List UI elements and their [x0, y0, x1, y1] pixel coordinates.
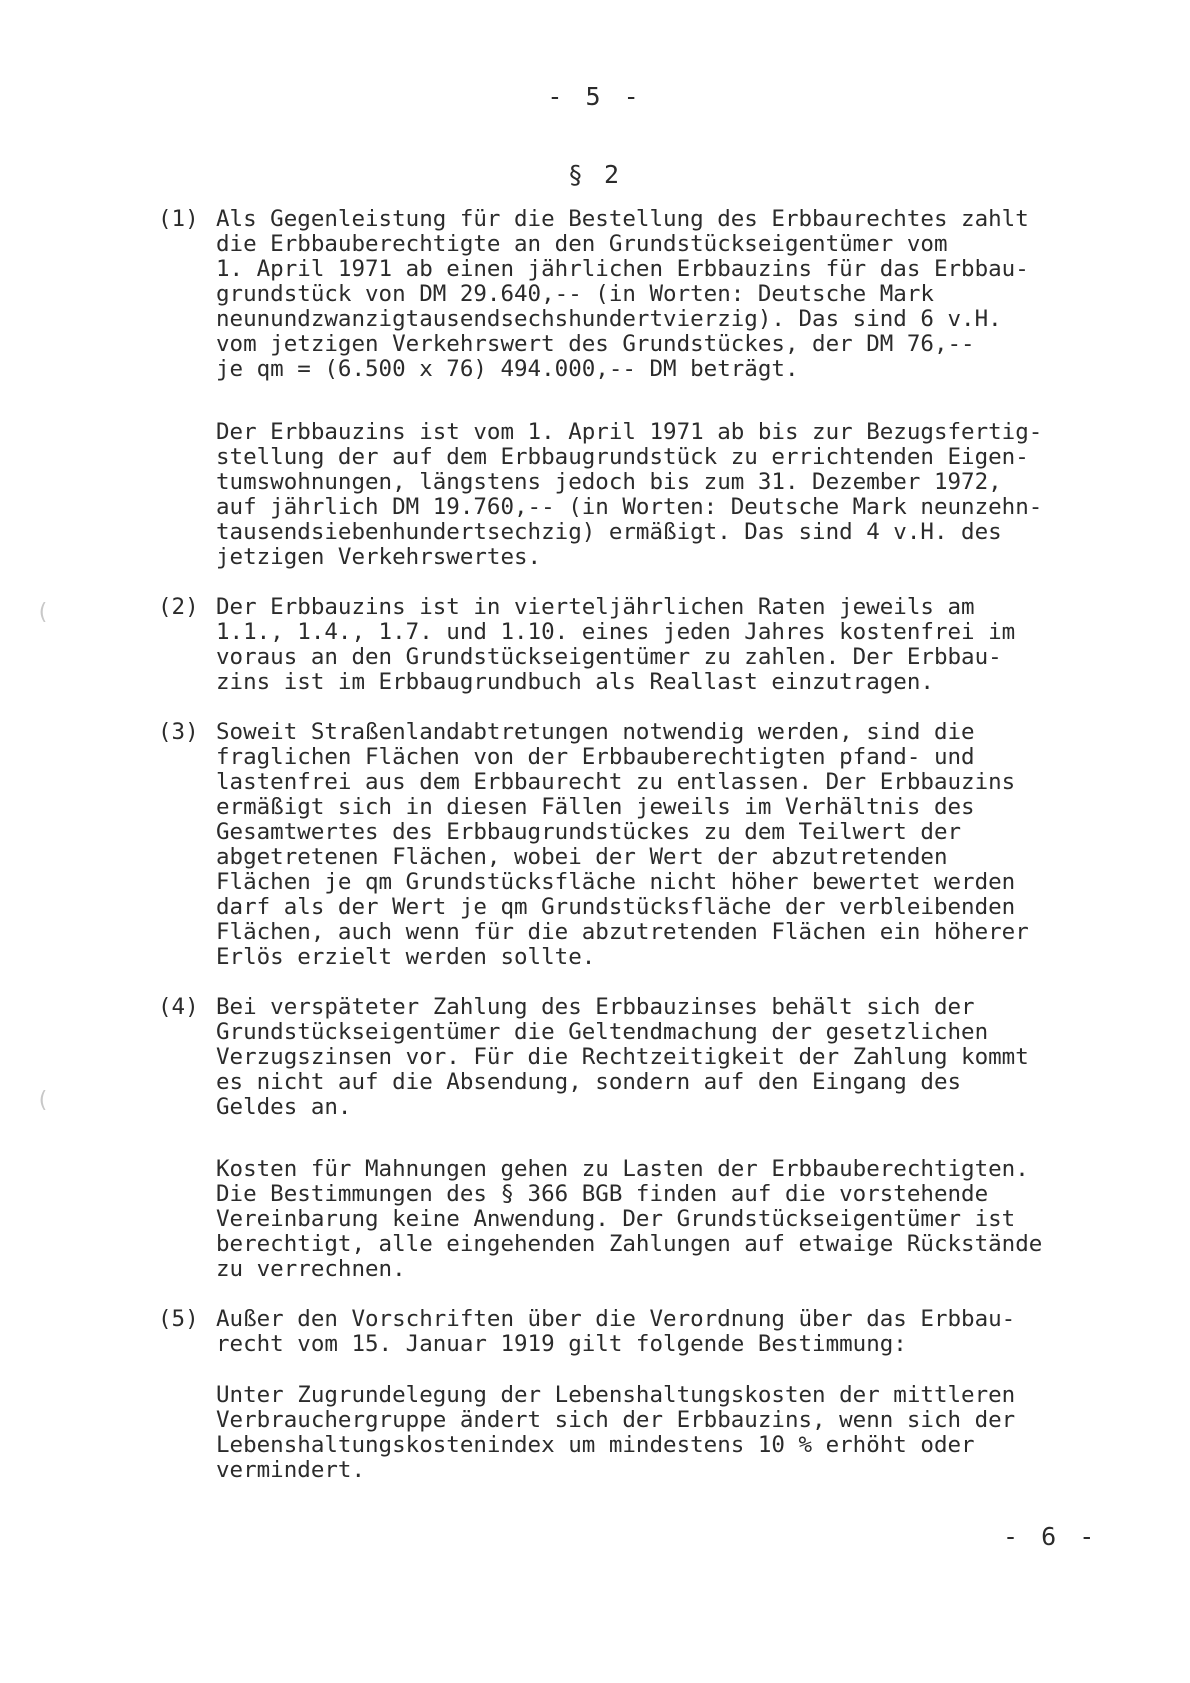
text-line: 1.1., 1.4., 1.7. und 1.10. eines jeden Jahres kostenfrei im: [216, 619, 1016, 645]
paragraph-1: [158, 207, 1118, 382]
paragraph-2: [158, 595, 1118, 695]
text-line: Geldes an.: [216, 1094, 352, 1120]
paragraph-5: [158, 1307, 1118, 1357]
next-page-marker: - 6 -: [1003, 1522, 1099, 1551]
text-line: zu verrechnen.: [216, 1256, 406, 1282]
text-line: fraglichen Flächen von der Erbbauberechtigten pfand- und: [216, 744, 975, 770]
text-line: Erlös erzielt werden sollte.: [216, 944, 596, 970]
paragraph-text: [216, 995, 1118, 1120]
text-line: zins ist im Erbbaugrundbuch als Reallast einzutragen.: [216, 669, 934, 695]
text-line: vom jetzigen Verkehrswert des Grundstückes, der DM 76,--: [216, 331, 975, 357]
text-line: Grundstückseigentümer die Geltendmachung der gesetzlichen: [216, 1019, 989, 1045]
text-line: Flächen, auch wenn für die abzutretenden Flächen ein höherer: [216, 919, 1029, 945]
text-line: tumswohnungen, längstens jedoch bis zum 31. Dezember 1972,: [216, 469, 1002, 495]
page-number: - 5 -: [547, 82, 643, 111]
text-line: Unter Zugrundelegung der Lebenshaltungskosten der mittleren: [216, 1382, 1016, 1408]
text-line: die Erbbauberechtigte an den Grundstückseigentümer vom: [216, 231, 948, 257]
text-line: Außer den Vorschriften über die Verordnung über das Erbbau-: [216, 1306, 1016, 1332]
paragraph-number: (2): [158, 594, 199, 620]
text-line: lastenfrei aus dem Erbbaurecht zu entlassen. Der Erbbauzins: [216, 769, 1016, 795]
paragraph-4: [158, 995, 1118, 1120]
text-line: je qm = (6.500 x 76) 494.000,-- DM beträgt.: [216, 356, 799, 382]
text-line: voraus an den Grundstückseigentümer zu zahlen. Der Erbbau-: [216, 644, 1002, 670]
paragraph-number: (3): [158, 719, 199, 745]
text-line: vermindert.: [216, 1457, 366, 1483]
text-line: jetzigen Verkehrswertes.: [216, 544, 542, 570]
text-line: darf als der Wert je qm Grundstücksfläche der verbleibenden: [216, 894, 1016, 920]
paragraph-3: [158, 720, 1118, 970]
text-line: Die Bestimmungen des § 366 BGB finden auf die vorstehende: [216, 1181, 989, 1207]
margin-mark: (: [36, 600, 50, 625]
text-line: ermäßigt sich in diesen Fällen jeweils im Verhältnis des: [216, 794, 975, 820]
text-line: Kosten für Mahnungen gehen zu Lasten der Erbbauberechtigten.: [216, 1156, 1029, 1182]
paragraph-text: [216, 1307, 1118, 1357]
paragraph-number: (1): [158, 206, 199, 232]
text-line: recht vom 15. Januar 1919 gilt folgende Bestimmung:: [216, 1331, 907, 1357]
text-line: es nicht auf die Absendung, sondern auf den Eingang des: [216, 1069, 962, 1095]
text-line: berechtigt, alle eingehenden Zahlungen auf etwaige Rückstände: [216, 1231, 1043, 1257]
text-line: Lebenshaltungskostenindex um mindestens 10 % erhöht oder: [216, 1432, 975, 1458]
text-line: Gesamtwertes des Erbbaugrundstückes zu dem Teilwert der: [216, 819, 962, 845]
text-line: Der Erbbauzins ist in vierteljährlichen Raten jeweils am: [216, 594, 975, 620]
paragraph-text: [216, 595, 1118, 695]
text-line: stellung der auf dem Erbbaugrundstück zu errichtenden Eigen-: [216, 444, 1029, 470]
paragraph-text: [216, 720, 1118, 970]
paragraph-number: (4): [158, 994, 199, 1020]
text-line: Flächen je qm Grundstücksfläche nicht höher bewertet werden: [216, 869, 1016, 895]
text-line: tausendsiebenhundertsechzig) ermäßigt. Das sind 4 v.H. des: [216, 519, 1002, 545]
text-line: Verzugszinsen vor. Für die Rechtzeitigkeit der Zahlung kommt: [216, 1044, 1029, 1070]
section-heading: § 2: [567, 160, 623, 189]
paragraph-1-continuation: [216, 420, 1116, 570]
paragraph-4-continuation: [216, 1157, 1116, 1282]
text-line: auf jährlich DM 19.760,-- (in Worten: Deutsche Mark neunzehn-: [216, 494, 1043, 520]
text-line: Als Gegenleistung für die Bestellung des Erbbaurechtes zahlt: [216, 206, 1029, 232]
text-line: 1. April 1971 ab einen jährlichen Erbbauzins für das Erbbau-: [216, 256, 1029, 282]
paragraph-number: (5): [158, 1306, 199, 1332]
text-line: Verbrauchergruppe ändert sich der Erbbauzins, wenn sich der: [216, 1407, 1016, 1433]
margin-mark: (: [36, 1088, 50, 1113]
text-line: Bei verspäteter Zahlung des Erbbauzinses behält sich der: [216, 994, 975, 1020]
paragraph-5-continuation: [216, 1383, 1116, 1483]
text-line: Soweit Straßenlandabtretungen notwendig werden, sind die: [216, 719, 975, 745]
paragraph-text: [216, 207, 1118, 382]
text-line: Der Erbbauzins ist vom 1. April 1971 ab bis zur Bezugsfertig-: [216, 419, 1043, 445]
text-line: neunundzwanzigtausendsechshundertvierzig). Das sind 6 v.H.: [216, 306, 1002, 332]
text-line: Vereinbarung keine Anwendung. Der Grundstückseigentümer ist: [216, 1206, 1016, 1232]
text-line: abgetretenen Flächen, wobei der Wert der abzutretenden: [216, 844, 948, 870]
text-line: grundstück von DM 29.640,-- (in Worten: Deutsche Mark: [216, 281, 934, 307]
